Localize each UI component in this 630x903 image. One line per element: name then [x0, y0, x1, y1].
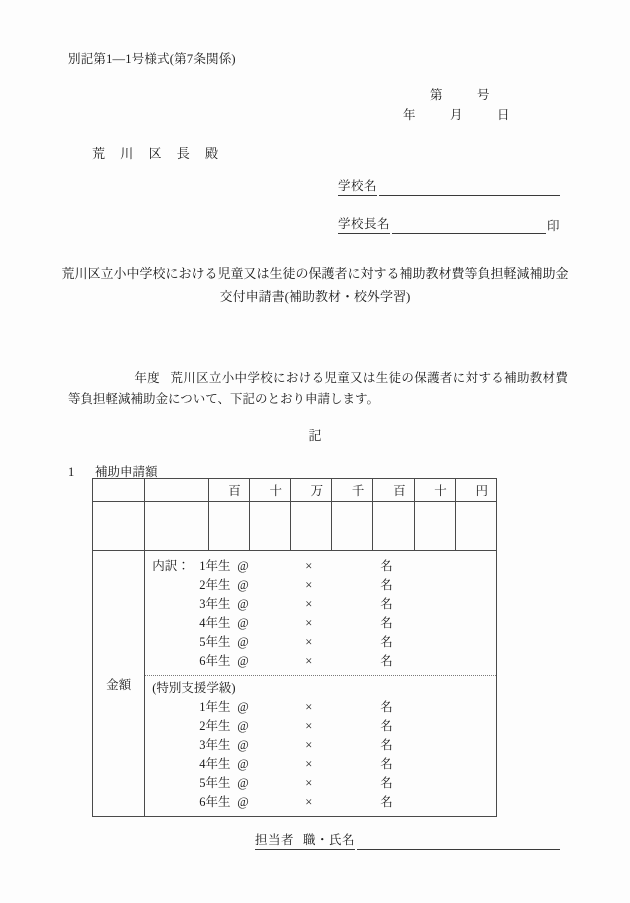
addressee-line: 荒 川 区 長 殿: [92, 146, 225, 161]
grade-label: 6年生: [199, 654, 231, 668]
grade-row-regular-4[interactable]: [145, 614, 496, 633]
document-number-label: 第: [430, 88, 444, 102]
contact-person-field[interactable]: [255, 830, 560, 850]
grade-label: 2年生: [199, 578, 231, 592]
header-blank-label-cell: [93, 479, 145, 502]
amount-digit-cell-3[interactable]: [290, 502, 331, 551]
form-code-label: 別記第1—1号様式(第7条関係): [68, 52, 236, 66]
grade-row-special-4[interactable]: [145, 755, 496, 774]
multiply-mark: ×: [305, 578, 313, 592]
grade-row-regular-5[interactable]: [145, 633, 496, 652]
count-unit-mark: 名: [380, 654, 393, 668]
digit-header-hundred-man: 百: [208, 479, 249, 502]
multiply-mark: ×: [305, 616, 313, 630]
contact-person-input-rule[interactable]: [357, 835, 560, 850]
count-unit-mark: 名: [380, 578, 393, 592]
section-title: 補助申請額: [95, 465, 158, 479]
fiscal-year-label: 年度: [134, 371, 161, 385]
unit-price-at-mark: @: [237, 700, 249, 714]
document-title-line-1: 荒川区立小中学校における児童又は生徒の保護者に対する補助教材費等負担軽減補助金: [61, 266, 569, 281]
unit-price-at-mark: @: [237, 635, 249, 649]
amount-digit-cell-4[interactable]: [332, 502, 373, 551]
grade-label: 6年生: [199, 795, 231, 809]
count-unit-mark: 名: [380, 719, 393, 733]
amount-digit-cell-1[interactable]: [208, 502, 249, 551]
digit-header-ten-man: 十: [249, 479, 290, 502]
grade-row-regular-1[interactable]: [145, 557, 496, 576]
breakdown-row: [93, 551, 497, 817]
grade-row-special-2[interactable]: [145, 717, 496, 736]
amount-digit-cell-5[interactable]: [373, 502, 414, 551]
amount-entry-row[interactable]: [93, 502, 497, 551]
grade-label: 3年生: [199, 738, 231, 752]
digit-header-juu: 十: [414, 479, 455, 502]
contact-label-text: 担当者: [255, 833, 295, 847]
unit-price-at-mark: @: [237, 654, 249, 668]
count-unit-mark: 名: [380, 700, 393, 714]
unit-price-at-mark: @: [237, 757, 249, 771]
document-number-line: [430, 85, 490, 103]
multiply-mark: ×: [305, 757, 313, 771]
multiply-mark: ×: [305, 795, 313, 809]
grade-label: 4年生: [199, 616, 231, 630]
body-paragraph-text: 荒川区立小中学校における児童又は生徒の保護者に対する補助教材費等負担軽減補助金について、下記のとおり申請します。: [68, 371, 568, 406]
principal-name-label: 学校長名: [338, 214, 390, 234]
contact-person-label: [255, 830, 355, 850]
count-unit-mark: 名: [380, 776, 393, 790]
header-blank-breakdown-cell: [145, 479, 208, 502]
date-day-label: 日: [497, 108, 511, 122]
grade-label: 1年生: [199, 700, 231, 714]
seal-mark: 印: [546, 219, 560, 233]
unit-price-at-mark: @: [237, 795, 249, 809]
amount-digit-cell-2[interactable]: [249, 502, 290, 551]
count-unit-mark: 名: [380, 559, 393, 573]
unit-price-at-mark: @: [237, 559, 249, 573]
digit-header-yen: 円: [455, 479, 496, 502]
multiply-mark: ×: [305, 654, 313, 668]
document-title-line-2: 交付申請書(補助教材・校外学習): [219, 289, 411, 304]
grade-row-special-5[interactable]: [145, 774, 496, 793]
count-unit-mark: 名: [380, 795, 393, 809]
multiply-mark: ×: [305, 635, 313, 649]
amount-digit-cell-7[interactable]: [455, 502, 496, 551]
multiply-mark: ×: [305, 719, 313, 733]
grade-label: 2年生: [199, 719, 231, 733]
school-name-input-rule[interactable]: [379, 181, 560, 196]
unit-price-at-mark: @: [237, 597, 249, 611]
count-unit-mark: 名: [380, 738, 393, 752]
unit-price-at-mark: @: [237, 738, 249, 752]
body-paragraph: [68, 368, 568, 410]
count-unit-mark: 名: [380, 757, 393, 771]
grade-row-regular-6[interactable]: [145, 652, 496, 671]
date-month-label: 月: [450, 108, 464, 122]
multiply-mark: ×: [305, 597, 313, 611]
special-class-title: (特別支援学級): [152, 681, 236, 695]
multiply-mark: ×: [305, 700, 313, 714]
breakdown-separator: [145, 675, 496, 676]
section-number: 1: [68, 465, 75, 479]
amount-entry-breakdown-cell[interactable]: [145, 502, 208, 551]
multiply-mark: ×: [305, 559, 313, 573]
count-unit-mark: 名: [380, 635, 393, 649]
grade-label: 5年生: [199, 635, 231, 649]
unit-price-at-mark: @: [237, 719, 249, 733]
unit-price-at-mark: @: [237, 776, 249, 790]
count-unit-mark: 名: [380, 616, 393, 630]
ki-marker: 記: [308, 428, 322, 443]
unit-price-at-mark: @: [237, 578, 249, 592]
unit-price-at-mark: @: [237, 616, 249, 630]
count-unit-mark: 名: [380, 597, 393, 611]
amount-label-cell: 金額: [93, 551, 145, 817]
digit-header-man: 万: [290, 479, 331, 502]
date-year-label: 年: [403, 108, 417, 122]
grade-label: 4年生: [199, 757, 231, 771]
breakdown-area: [145, 551, 497, 817]
principal-name-field[interactable]: [338, 214, 560, 234]
grade-row-regular-2[interactable]: [145, 576, 496, 595]
grade-row-special-6[interactable]: [145, 793, 496, 812]
digit-header-hyaku: 百: [373, 479, 414, 502]
school-name-label: 学校名: [338, 176, 377, 196]
school-name-field[interactable]: [338, 176, 560, 196]
multiply-mark: ×: [305, 738, 313, 752]
contact-detail-text: 職・氏名: [303, 833, 356, 847]
grade-row-regular-3[interactable]: [145, 595, 496, 614]
principal-name-input-rule[interactable]: [392, 219, 546, 234]
document-title: [0, 262, 630, 308]
document-number-suffix: 号: [477, 88, 491, 102]
amount-digit-cell-6[interactable]: [414, 502, 455, 551]
multiply-mark: ×: [305, 776, 313, 790]
grade-row-special-1[interactable]: [145, 698, 496, 717]
grade-label: 5年生: [199, 776, 231, 790]
amount-table: [92, 478, 497, 817]
digit-header-sen: 千: [332, 479, 373, 502]
document-date-line: [403, 105, 510, 123]
amount-entry-label-cell: [93, 502, 145, 551]
grade-label: 3年生: [199, 597, 231, 611]
grade-label: 1年生: [199, 559, 231, 573]
breakdown-label: 内訳：: [152, 559, 190, 573]
grade-row-special-3[interactable]: [145, 736, 496, 755]
table-header-row: [93, 479, 497, 502]
